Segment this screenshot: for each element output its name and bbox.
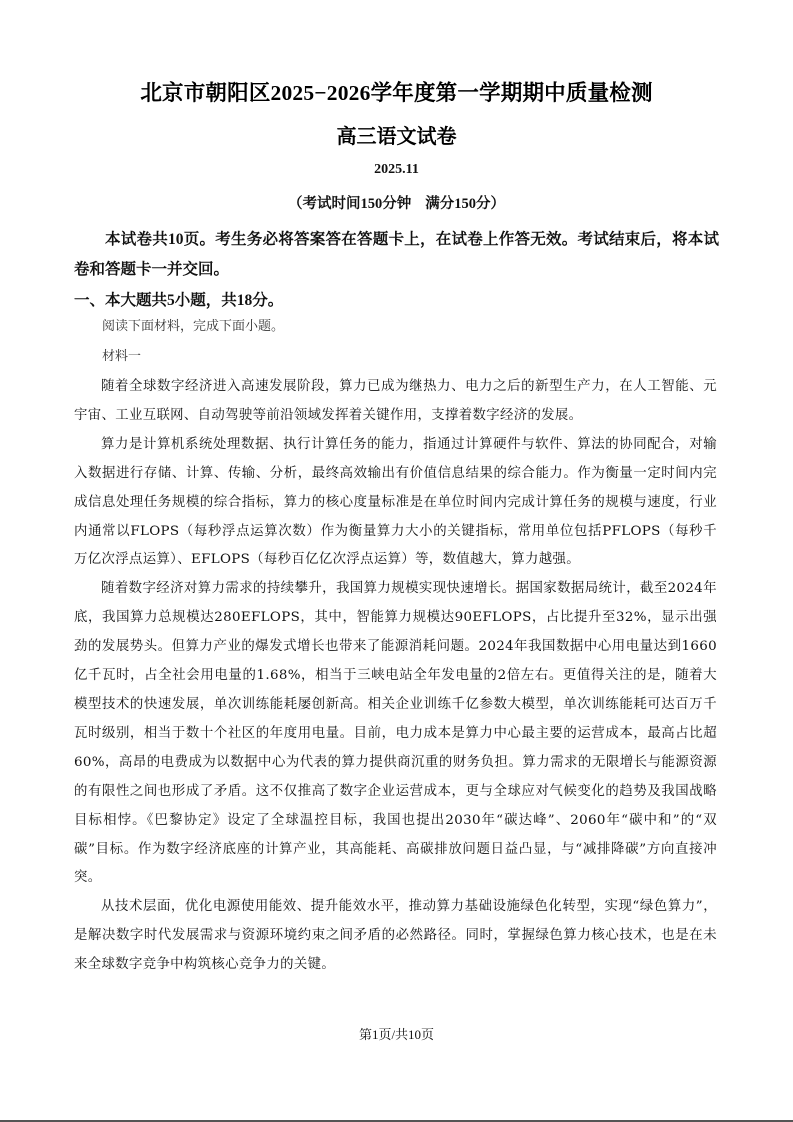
page-indicator: 第1页/共10页 bbox=[358, 1027, 435, 1042]
document-subtitle: 高三语文试卷 bbox=[336, 126, 457, 148]
document-title: 北京市朝阳区2025−2026学年度第一学期期中质量检测 bbox=[140, 81, 653, 105]
exam-timing bbox=[0, 192, 793, 213]
reading-instruction: 阅读下面材料，完成下面小题。 bbox=[102, 319, 285, 334]
material-label: 材料一 bbox=[102, 349, 142, 364]
paragraph: 从技术层面，优化电源使用能效、提升能效水平，推动算力基础设施绿色化转型，实现“绿色算力”，是解决数字时代发展需求与资源环境约束之间矛盾的必然路径。同时，掌握绿色算力核心技术，也是在未来全球数字竞争中构筑核心竞争力的关键。 bbox=[74, 899, 717, 973]
full-score: 满分150分） bbox=[425, 196, 505, 212]
material-body bbox=[74, 373, 717, 980]
paragraph: 随着全球数字经济进入高速发展阶段，算力已成为继热力、电力之后的新型生产力，在人工智能、元宇宙、工业互联网、自动驾驶等前沿领域发挥着关键作用，支撑着数字经济的发展。 bbox=[74, 379, 717, 423]
section-heading: 一、本大题共5小题，共18分。 bbox=[74, 292, 284, 309]
exam-time: （考试时间150分钟 bbox=[288, 196, 412, 212]
paragraph: 随着数字经济对算力需求的持续攀升，我国算力规模实现快速增长。据国家数据局统计，截至2024年底，我国算力总规模达280EFLOPS，其中，智能算力规模达90EFLOPS，占比提升至32%，显示出强劲的发展势头。但算力产业的爆发式增长也带来了能源消耗问题。2024年我国数据中心用电量达到1660亿千瓦时，占全社会用电量的1.68%，相当于三峡电站全年发电量的2倍左右。更值得关注的是，随着大模型技术的快速发展，单次训练能耗屡创新高。相关企业训练千亿参数大模型，单次训练能耗可达百万千瓦时级别，相当于数十个社区的年度用电量。目前，电力成本是算力中心最主要的运营成本，最高占比超60%，高昂的电费成为以数据中心为代表的算力提供商沉重的财务负担。算力需求的无限增长与能源资源的有限性之间也形成了矛盾。这不仅推高了数字企业运营成本，更与全球应对气候变化的趋势及我国战略目标相悖。《巴黎协定》设定了全球温控目标，我国也提出2030年“碳达峰”、2060年“碳中和”的“双碳”目标。作为数字经济底座的计算产业，其高能耗、高碳排放问题日益凸显，与“减排降碳”方向直接冲突。 bbox=[74, 581, 717, 886]
exam-notice: 本试卷共10页。考生务必将答案答在答题卡上，在试卷上作答无效。考试结束后，将本试卷和答题卡一并交回。 bbox=[74, 231, 719, 278]
exam-date: 2025.11 bbox=[374, 162, 419, 177]
paragraph: 算力是计算机系统处理数据、执行计算任务的能力，指通过计算硬件与软件、算法的协同配合，对输入数据进行存储、计算、传输、分析，最终高效输出有价值信息结果的综合能力。作为衡量一定时间内完成信息处理任务规模的综合指标，算力的核心度量标准是在单位时间内完成计算任务的规模与速度，行业内通常以FLOPS（每秒浮点运算次数）作为衡量算力大小的关键指标，常用单位包括PFLOPS（每秒千万亿次浮点运算）、EFLOPS（每秒百亿亿次浮点运算）等，数值越大，算力越强。 bbox=[74, 436, 717, 568]
